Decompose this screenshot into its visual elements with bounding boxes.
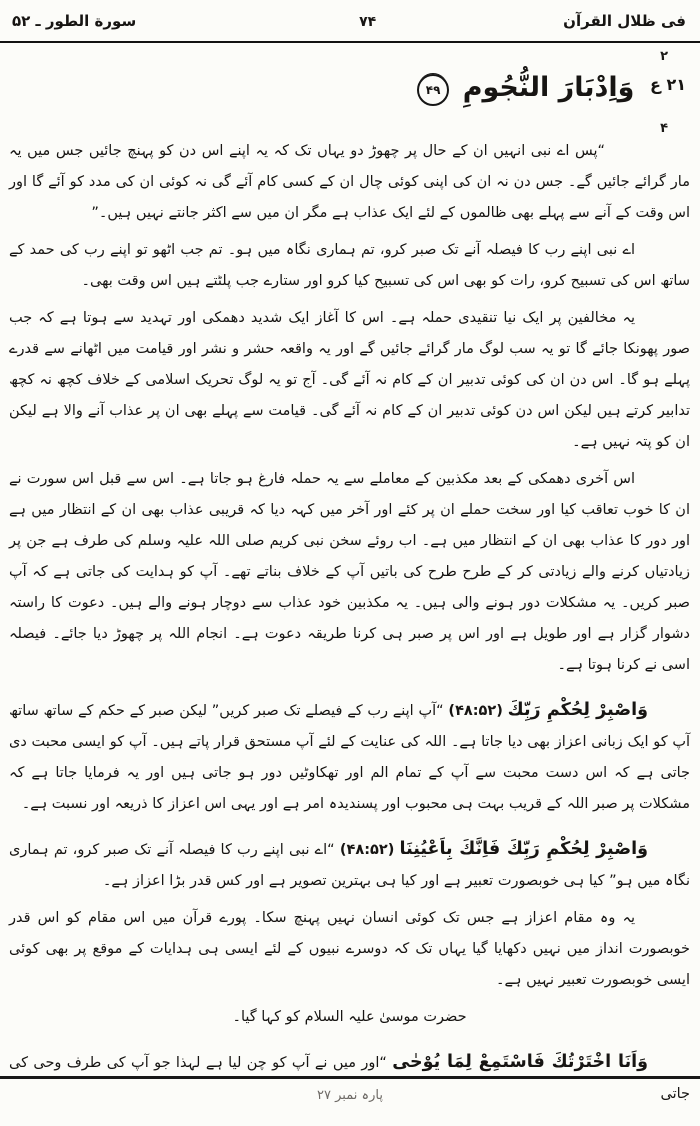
translation-quote-paragraph bbox=[9, 235, 690, 297]
tafsir-body bbox=[9, 136, 690, 1116]
tafsir-paragraph bbox=[9, 903, 690, 996]
paragraph-text: “اے نبی اپنے رب کا فیصلہ آنے تک صبر کرو، تم ہماری نگاہ میں ہو” کیا ہی خوبصورت تعبیر ہے اور کیا ہی بہترین تصویر ہے اور کس قدر بڑا اعزاز ہے۔ bbox=[9, 842, 690, 889]
standalone-line bbox=[9, 1002, 690, 1033]
header-page-number: ۷۴ bbox=[359, 14, 377, 30]
tafsir-paragraph bbox=[9, 303, 690, 458]
ruku-marker: ۲۱ ع bbox=[649, 75, 686, 94]
tafsir-paragraph-with-ayah bbox=[9, 695, 690, 820]
paragraph-text: “اور میں نے آپ کو چن لیا ہے لہذا جو آپ کی طرف وحی کی جاتی bbox=[9, 1055, 690, 1102]
paragraph-text: “آپ اپنے رب کے فیصلے تک صبر کریں” لیکن صبر کے حکم کے ساتھ ساتھ آپ کو ایک زبانی اعزاز بھی دیا جاتا ہے۔ اللہ کی عنایت کے لئے آپ مستحق قرار پاتے ہیں۔ آپ کو ایسی محبت دی جاتی ہے کہ اس دست محبت سے آپ کے تمام الم اور تھکاوٹیں دور ہو جاتی ہیں اور یہ فرمایا جاتا ہے کہ مشکلات پر صبر اللہ کے قریب بہت ہی محبوب اور پسندیدہ امر ہے اور یہی اس اعزاز کا ذریعہ اور نسبت ہے۔ bbox=[9, 703, 690, 812]
arabic-verse-heading: وَاِدْبَارَ النُّجُومِ bbox=[462, 72, 635, 103]
paragraph-text: حضرت موسیٰ علیہ السلام کو کہا گیا۔ bbox=[232, 1009, 467, 1025]
tafsir-paragraph bbox=[9, 464, 690, 681]
translation-quote-paragraph bbox=[9, 136, 690, 229]
header-book-title: فی ظلال القرآن bbox=[563, 12, 686, 30]
paragraph-text: یہ مخالفین پر ایک نیا تنقیدی حملہ ہے۔ اس کا آغاز ایک شدید دھمکی اور تہدید سے ہوتا ہے کہ جب صور پھونکا جائے گا تو یہ سب لوگ مار گرائے جائیں گے اور یہ واقعہ حشر و نشر اور قیامت میں اٹھانے سے قدرے پہلے ہو گا۔ اس دن ان کی کوئی تدبیر ان کے کام نہ آئے گی۔ آج تو یہ لوگ تحریک اسلامی کے خلاف کچھ نہ کچھ تدابیر کرتے ہیں لیکن اس دن کوئی تدبیر ان کے کام نہ آئے گی۔ قیامت سے پہلے بھی ان پر عذاب آنے والا ہے لیکن ان کو پتہ نہیں ہے۔ bbox=[9, 310, 690, 450]
header-rule bbox=[0, 41, 700, 43]
arabic-quote: وَاصْبِرْ لِحُكْمِ رَبِّكَ bbox=[507, 700, 648, 720]
section-heading bbox=[10, 72, 686, 106]
footer-rule bbox=[0, 1076, 700, 1079]
verse-reference: (۴۸:۵۲) bbox=[448, 703, 503, 719]
margin-number-second: ۴ bbox=[660, 121, 668, 136]
paragraph-text: “پس اے نبی انہیں ان کے حال پر چھوڑ دو یہاں تک کہ یہ اپنے اس دن کو پہنچ جائیں جس میں یہ مار گرائے جائیں گے۔ جس دن نہ ان کی اپنی کوئی چال ان کے کسی کام آئے گی نہ کوئی ان کی مدد کو آئے گا اور اس وقت کے آنے سے پہلے بھی ظالموں کے لئے ایک عذاب ہے مگر ان میں سے اکثر جانتے نہیں ہیں۔” bbox=[9, 143, 690, 221]
margin-number-top: ۲ bbox=[660, 49, 668, 64]
page-header bbox=[12, 12, 686, 30]
paragraph-text: اس آخری دھمکی کے بعد مکذبین کے معاملے سے یہ حملہ فارغ ہو جاتا ہے۔ اس سے قبل اس سورت نے ان کا خوب تعاقب کیا اور سخت حملے ان پر کئے اور آخر میں کہہ دیا کہ قریبی عذاب بھی ان کے انتظار میں ہے اور دور کا عذاب بھی ان کے انتظار میں ہے۔ اب روئے سخن نبی کریم صلی اللہ علیہ وسلم کی طرف ہے جن پر زیادتیاں کرنے والے زیادتی کر کے طرح طرح کی باتیں آپ کے خلاف بناتے تھے۔ آپ کو ہدایت کی جاتی ہے کہ آپ صبر کریں۔ یہ مشکلات دور ہونے والی ہیں۔ یہ مکذبین خود عذاب سے دوچار ہونے والے ہیں۔ دعوت کا راستہ دشوار گزار ہے اور طویل ہے اور اس پر صبر ہی کرنا طریقہ دعوت ہے۔ انجام اللہ پر چھوڑ دیا جائے۔ فیصلہ اسی نے کرنا ہوتا ہے۔ bbox=[9, 471, 690, 673]
arabic-quote: وَاصْبِرْ لِحُكْمِ رَبِّكَ فَاِنَّكَ بِاَعْيُنِنَا bbox=[399, 839, 648, 859]
paragraph-text: اے نبی اپنے رب کا فیصلہ آنے تک صبر کرو، تم ہماری نگاہ میں ہو۔ تم جب اٹھو تو اپنے رب کی حمد کے ساتھ اس کی تسبیح کرو، رات کو بھی اس کی تسبیح کیا کرو اور ستارے جب پلٹتے ہیں اس وقت بھی۔ bbox=[9, 242, 690, 289]
ayah-end-medallion: ۴۹ bbox=[417, 74, 449, 106]
paragraph-text: یہ وہ مقام اعزاز ہے جس تک کوئی انسان نہیں پہنچ سکا۔ پورے قرآن میں اس مقام کو اس قدر خوبصورت انداز میں نہیں دکھایا گیا یہاں تک کہ دوسرے نبیوں کے لئے ایسی ہی ہدایات کے موقع پر بھی کوئی ایسی خوبصورت تعبیر نہیں ہے۔ bbox=[9, 910, 690, 988]
header-surah-title: سورة الطور ـ ۵۲ bbox=[12, 12, 137, 30]
footer-para-number: پارہ نمبر ۲۷ bbox=[317, 1088, 383, 1103]
tafsir-paragraph-with-ayah bbox=[9, 834, 690, 897]
arabic-quote: وَاَنَا اخْتَرْتُكَ فَاسْتَمِعْ لِمَا يُوْحٰى bbox=[392, 1052, 649, 1072]
verse-reference: (۴۸:۵۲) bbox=[339, 842, 395, 858]
